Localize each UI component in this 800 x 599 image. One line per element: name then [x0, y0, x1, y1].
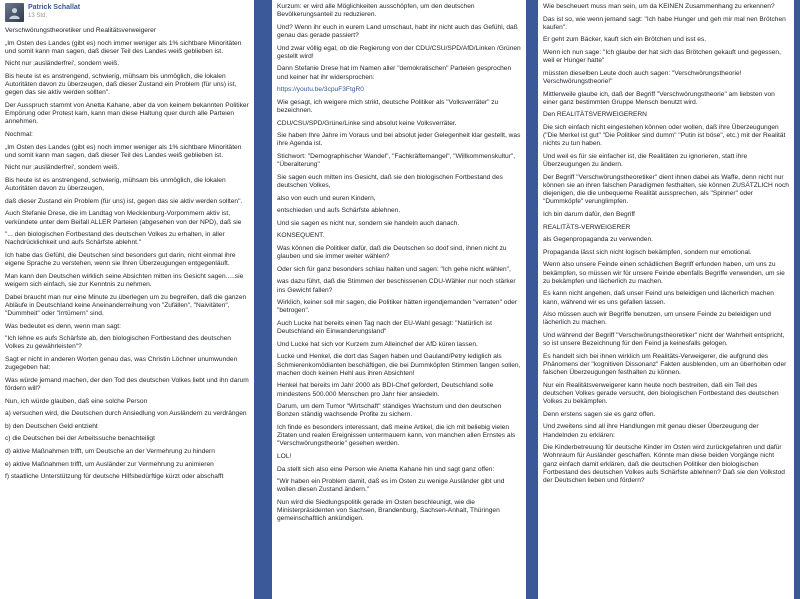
post-paragraph: Es kann nicht angehen, daß unser Feind uns beleidigen und lächerlich machen kann, während wir es uns gefallen lassen. [543, 290, 774, 306]
post-paragraph: entschieden und aufs Schärfste ablehnen. [277, 207, 401, 215]
author-name[interactable]: Patrick Schallat [28, 4, 81, 11]
post-column-2 [272, 0, 526, 599]
post-paragraph: Was können die Politiker dafür, daß die Deutschen so doof sind, ihnen nicht zu glauben und sie immer weiter wählen? [277, 244, 507, 261]
post-paragraph: Und zwar völlig egal, ob die Regierung von der CDU/CSU/SPD/AfD/Linken /Grünen gestellt wird! [277, 44, 521, 60]
post-paragraph: Auch Stefanie Drese, die im Landtag von Mecklenburg-Vorpommern aktiv ist, verkündete unter dem Beifall ALLER Parteien (abgesehen von der NPD), daß sie [5, 210, 242, 226]
post-paragraph: „Im Osten des Landes (gibt es) noch immer weniger als 1% sichtbare Minoritäten und somit kann man sagen, daß dieser Teil des Landes weiß geblieben ist. [5, 143, 242, 159]
post-paragraph: e) aktive Maßnahmen trifft, um Ausländer zur Vermehrung zu animieren [5, 460, 214, 468]
post-paragraph: Auch Lucke hat bereits einen Tag nach der EU-Wahl gesagt: "Natürlich ist Deutschland ein Einwanderungsland" [277, 319, 492, 336]
post-paragraph: Die sich einfach nicht eingestehen können oder wollen, daß ihre Überzeugungen ("Die Merkel ist gut" "Die Politiker sind dumm" "Putin ist böse", etc.) mit der Realität nichts zu tun haben. [543, 123, 786, 148]
post-paragraph: Und? Wenn ihr euch in eurem Land umschaut, habt ihr nicht auch das Gefühl, daß genau das gerade passiert? [277, 23, 518, 39]
post-paragraph: Nur ein Realitätsverweigerer kann heute noch bestreiten, daß ein Teil des deutschen Volkes gerade versucht, den biologischen Fortbestand des deutschen Volkes zu bekämpfen. [543, 381, 779, 406]
post-paragraph: Wie gesagt, ich weigere mich strikt, deutsche Politiker als "Volksverräter" zu bezeichnen. [277, 98, 499, 114]
post-paragraph: KONSEQUENT. [277, 232, 325, 240]
post-paragraph: Es handelt sich bei ihnen wirklich um Realitäts-Verweigerer, die aufgrund des Phänomens der "kognitiven Dissonanz" Fakten ausblenden, um an überholten oder falschen Überzeugungen festhalten zu können. [543, 352, 787, 377]
post-paragraph: Und Lucke hat sich vor Kurzem zum Alleinchef der AfD küren lassen. [277, 340, 478, 348]
post-paragraph: Den REALITÄTSVERWEIGERERN [543, 111, 647, 119]
post-paragraph: Lucke und Henkel, die dort das Sagen haben und Gauland/Petry lediglich als Schmierenkomödianten beschäftigen, die bei Dummköpfen Stimmen fangen sollen, machen doch keinen Hehl aus ihren Absichten! [277, 353, 521, 377]
post-paragraph: Und während der Begriff "Verschwörungstheoretiker" nicht der Wahrheit entspricht, so ist unsere Bezeichnung für den Feind ja keinesfalls gelogen. [543, 331, 785, 348]
post-paragraph: Verschwörungstheoretiker und Realitätsverweigerer [5, 27, 156, 34]
avatar[interactable] [5, 3, 24, 22]
post-paragraph: "Ich lehne es aufs Schärfste ab, den biologischen Fortbestand des deutschen Volkes zu gewährleisten"? [5, 335, 231, 351]
post-paragraph: LOL! [277, 452, 292, 460]
post-paragraph: Und sie sagen es nicht nur, sondern sie handeln auch danach. [277, 219, 460, 227]
post-paragraph: was dazu führt, daß die Stimmen der beschissenen CDU-Wähler nur noch stärker ins Gewicht fallen? [277, 278, 516, 294]
post-paragraph: REALITÄTS-VERWEIGERER [543, 223, 631, 231]
post-paragraph: Dann Stefanie Drese hat im Namen aller "demokratischen" Parteien gesprochen und keiner hat ihr widersprochen: [277, 65, 512, 81]
post-paragraph: Was würde jemand machen, der den Tod des deutschen Volkes liebt und ihn darum fördern will? [5, 376, 249, 392]
post-paragraph: Wirklich, keiner soll mir sagen, die Politiker hätten irgendjemanden "verraten" oder "betrogen". [277, 299, 517, 315]
post-paragraph: Darum, um dem Tumor "Wirtschaft" ständiges Wachstum und den deutschen Bonzen ständig wachsende Profite zu sichern. [277, 403, 502, 419]
post-paragraph: Bis heute ist es anstrengend, schwierig, mühsam bis unmöglich, die lokalen Autoritäten davon zu überzeugen, daß dieser Zustand ein Problem (für uns) ist, gegen das sie aktiv werden sollten". [5, 72, 237, 97]
post-paragraph: Und zweitens sind all ihre Handlungen mit genau dieser Überzeugung der Handelnden zu erklären: [543, 423, 759, 439]
post-paragraph: Die Kinderbetreuung für deutsche Kinder im Osten wird zurückgefahren und dafür Wohnraum für Ausländer geschaffen. Könnte man diese beiden Vorgänge nicht ganz einfach damit erklären, daß die deutschen Politiker den biologischen Fortbestand des deutschen Volkes aufs Schärfste ablehnen? Daß sie den Volkstod der Deutschen lieben und fördern? [543, 444, 785, 484]
post-paragraph: Ich bin darum dafür, den Begriff [543, 210, 635, 218]
post-paragraph: also von euch und euren Kindern, [277, 194, 376, 202]
post-paragraph: Nicht nur ‚ausländerfrei', sondern weiß. [5, 164, 120, 172]
post-paragraph: Nun wird die Siedlungspolitik gerade im Osten beschleunigt, wie die Ministerpräsidenten von Sachsen, Brandenburg, Sachsen-Anhalt, Thüringen gemeinschaftlich ankündigen. [277, 498, 500, 523]
post-paragraph: „Im Osten des Landes (gibt es) noch immer weniger als 1% sichtbare Minoritäten und somit kann man sagen, daß dieser Teil des Landes weiß geblieben ist. [5, 39, 242, 55]
post-paragraph: b) den Deutschen Geld entzieht [5, 422, 98, 430]
post-paragraph: Stichwort: "Demographischer Wandel", "Fachkräftemangel", "Willkommenskultur", "Überalterung" [277, 152, 516, 169]
post-paragraph: Nicht nur ‚ausländerfrei', sondern weiß. [5, 60, 120, 68]
video-link[interactable]: https://youtu.be/3cpuF3FtgR0 [277, 86, 364, 94]
post-paragraph: Henkel hat bereits im Jahr 2000 als BDI-Chef gefordert, Deutschland solle mindestens 500.000 Menschen pro Jahr hier ansiedeln. [277, 382, 494, 398]
post-paragraph: Er geht zum Bäcker, kauft sich ein Brötchen und isst es. [543, 36, 707, 44]
post-paragraph: Mittlerweile glaube ich, daß der Begriff "Verschwörungstheorie" am liebsten von einer ganz bestimmten Gruppe Mensch benutzt wird. [543, 90, 775, 106]
post-paragraph: Ich finde es besonders interessant, daß meine Artikel, die ich mit beliebig vielen Zitaten und realen Ereignissen untermauern kann, von manchen allen Ernstes als "Verschwörungstheorie" gesehen werden. [277, 423, 516, 448]
post-paragraph: c) die Deutschen bei der Arbeitssuche benachteiligt [5, 435, 155, 443]
post-paragraph: f) staatliche Unterstützung für deutsche Hilfsbedürftige kürzt oder abschafft [5, 473, 224, 481]
post-paragraph: "... den biologischen Fortbestand des deutschen Volkes zu erhalten, in aller Nachdrücklichkeit und aufs Schärfste ablehnt." [5, 231, 225, 247]
post-paragraph: Wenn ich nun sage: "Ich glaube der hat sich das Brötchen gekauft und gegessen, weil er Hunger hatte" [543, 48, 781, 65]
user-silhouette-icon [8, 6, 21, 19]
post-paragraph: Oder sich für ganz besonders schlau halten und sagen: "Ich gehe nicht wählen", [277, 265, 511, 273]
post-paragraph: Wenn also unsere Feinde einen schädlichen Begriff erfunden haben, um uns zu bekämpfen, so müssen wir für unsere Feinde ebenfalls Begriffe verwenden, um sie zu bekämpfen und lächerlich zu machen. [543, 261, 785, 285]
post-paragraph: Denn erstens sagen sie es ganz offen. [543, 410, 656, 418]
post-paragraph: Nun, ich würde glauben, daß eine solche Person [5, 397, 148, 405]
post-column-3 [538, 0, 794, 599]
post-text-column-3 [543, 3, 789, 485]
post-paragraph: CDU/CSU/SPD/Grüne/Linke sind absolut keine Volksverräter. [277, 119, 457, 127]
post-paragraph: Propaganda lässt sich nicht logisch bekämpfen, sondern nur emotional. [543, 248, 752, 256]
post-text-column-1 [5, 27, 249, 481]
post-paragraph: als Gegenpropaganda zu verwenden. [543, 236, 653, 244]
post-paragraph: Kurzum: er wird alle Möglichkeiten ausschöpfen, um den deutschen Bevölkerungsanteil zu reduzieren. [277, 3, 475, 19]
post-paragraph: Ich habe das Gefühl, die Deutschen sind besonders gut darin, nicht einmal ihre eigene Sprache zu verstehen, wenn sie Ihren Überzeugungen entgegenläuft. [5, 251, 236, 268]
post-header [5, 0, 249, 22]
post-paragraph: Und weil es für sie einfacher ist, die Realitäten zu ignorieren, statt ihre Überzeugungen zu ändern. [543, 152, 748, 169]
post-paragraph: Da stellt sich also eine Person wie Anetta Kahane hin und sagt ganz offen: [277, 465, 495, 473]
post-paragraph: Der Begriff "Verschwörungstheoretiker" dient ihnen dabei als Waffe, denn nicht nur können sie an ihren falschen Paradigmen festhalten, sie können ZUSÄTZLICH noch diejenigen, die die unbequeme Realität aussprechen, als "Spinner" oder "Dummköpfe" verunglimpfen. [543, 173, 789, 206]
post-column-1 [0, 0, 254, 599]
post-paragraph: Bis heute ist es anstrengend, schwierig, mühsam bis unmöglich, die lokalen Autoritäten davon zu überzeugen, [5, 176, 226, 193]
post-timestamp[interactable]: 13 Std. [28, 13, 48, 19]
post-paragraph: Das ist so, wie wenn jemand sagt: "Ich habe Hunger und geh mir mal nen Brötchen kaufen". [543, 15, 786, 31]
post-paragraph: d) aktive Maßnahmen trifft, um Deutsche an der Vermehrung zu hindern [5, 447, 215, 455]
post-text-column-2 [277, 3, 521, 524]
post-paragraph: Sie sagen euch mitten ins Gesicht, daß sie den biologischen Fortbestand des deutschen Volkes, [277, 173, 503, 189]
post-paragraph: Man kann den Deutschen wirklich seine Absichten mitten ins Gesicht sagen.....sie weigern sich einfach, sie zur Kenntnis zu nehmen. [5, 272, 244, 288]
post-paragraph: Also müssen auch wir Begriffe benutzen, um unsere Feinde zu beleidigen und lächerlich zu machen. [543, 311, 771, 327]
post-paragraph: Der Ausspruch stammt von Anetta Kahane, aber da von keinem bekannten Politiker Empörung oder Protest kam, kann man diese Haltung quer durch alle Parteien annehmen. [5, 101, 249, 126]
post-paragraph: daß dieser Zustand ein Problem (für uns) ist, gegen das sie aktiv werden sollten". [5, 197, 243, 205]
post-paragraph: Sagt er nicht in anderen Worten genau das, was Christin Löchner unumwunden zugegeben hat: [5, 355, 238, 372]
post-paragraph: Nochmal: [5, 130, 33, 138]
post-paragraph: Wie bescheuert muss man sein, um da KEINEN Zusammenhang zu erkennen? [543, 3, 775, 10]
post-paragraph: Was bedeutet es denn, wenn man sagt: [5, 322, 121, 330]
post-paragraph: müssten dieselben Leute doch auch sagen: "Verschwörungstheorie! Verschwörungstheorie!" [543, 69, 742, 85]
post-paragraph: a) versuchen wird, die Deutschen durch Ansiedlung von Ausländern zu verdrängen [5, 410, 247, 418]
post-paragraph: Sie haben Ihre Jahre im Voraus und bei absolut jeder Gelegenheit klar gestellt, was ihre Agenda ist. [277, 132, 521, 148]
post-paragraph: Dabei braucht man nur eine Minute zu überlegen um zu begreifen, daß die ganzen Abläufe in Deutschland keine Aneinanderreihung von "Zufällen", "Naivitäten", "Dummheit" oder "Irrtümern" sind. [5, 293, 247, 317]
post-paragraph: "Wir haben ein Problem damit, daß es im Osten zu wenige Ausländer gibt und wollen diesen Zustand ändern." [277, 478, 505, 494]
